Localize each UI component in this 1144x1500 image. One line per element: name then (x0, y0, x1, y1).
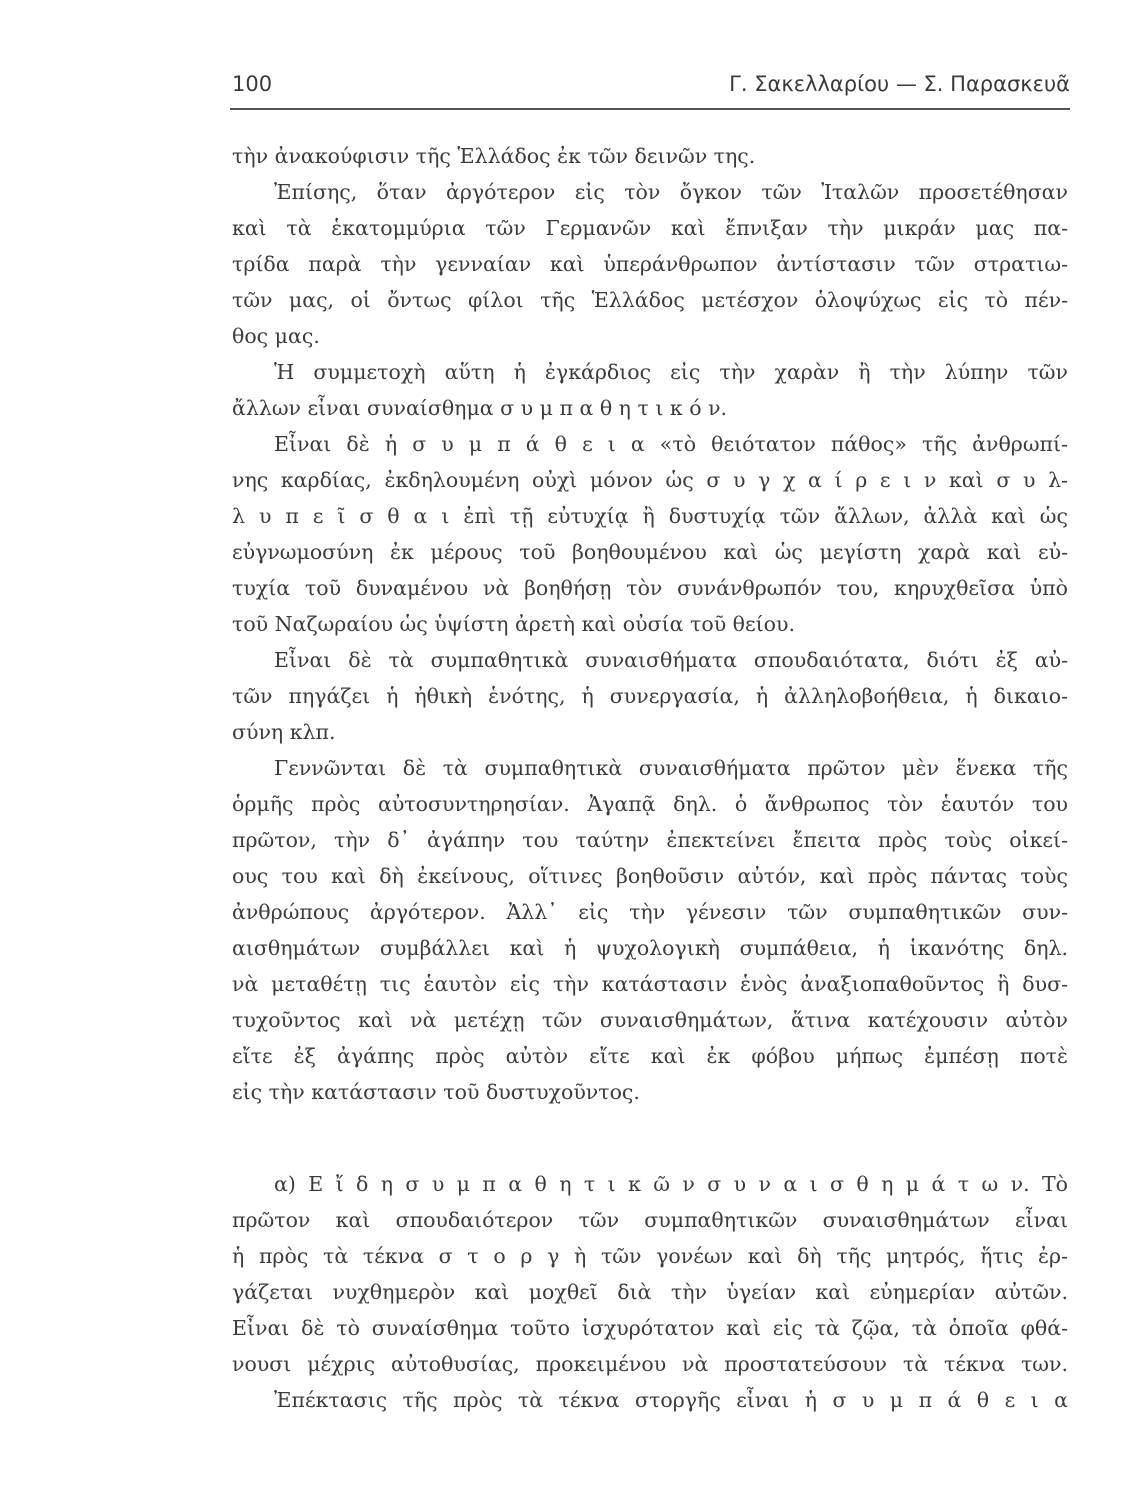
text-line: ους του καὶ δὴ ἐκείνους, οἵτινες βοηθοῦσιν αὐτόν, καὶ πρὸς πάντας τοὺς (232, 864, 1068, 888)
page-header (232, 72, 1070, 106)
text-line: καὶ τὰ ἑκατομμύρια τῶν Γερμανῶν καὶ ἔπνιξαν τὴν μικράν μας πα- (232, 216, 1068, 240)
text-line: πρῶτον, τὴν δ᾽ ἀγάπην του ταύτην ἐπεκτείνει ἔπειτα πρὸς τοὺς οἰκεί- (232, 828, 1068, 852)
text-line: θος μας. (232, 324, 320, 348)
section-heading-line: α) Ε ἴ δ η σ υ μ π α θ η τ ι κ ῶ ν σ υ ν α ι σ θ η μ ά τ ω ν. Τὸ (274, 1172, 1068, 1196)
body-text (232, 138, 1068, 1418)
text-line: Ἡ συμμετοχὴ αὕτη ἡ ἐγκάρδιος εἰς τὴν χαρὰν ἢ τὴν λύπην τῶν (274, 360, 1068, 384)
text-line: ἄλλων εἶναι συναίσθημα σ υ μ π α θ η τ ι κ ό ν. (232, 396, 728, 420)
text-line: αισθημάτων συμβάλλει καὶ ἡ ψυχολογικὴ συμπάθεια, ἡ ἱκανότης δηλ. (232, 936, 1068, 960)
text-line: Ἐπίσης, ὅταν ἀργότερον εἰς τὸν ὄγκον τῶν Ἰταλῶν προσετέθησαν (274, 180, 1068, 204)
page-number: 100 (232, 72, 273, 96)
text-line: γάζεται νυχθημερὸν καὶ μοχθεῖ διὰ τὴν ὑγείαν καὶ εὐημερίαν αὐτῶν. (232, 1280, 1068, 1304)
text-line: Εἶναι δὲ τὰ συμπαθητικὰ συναισθήματα σπουδαιότατα, διότι ἐξ αὐ- (274, 648, 1068, 672)
text-line: νης καρδίας, ἐκδηλουμένη οὐχὶ μόνον ὡς σ υ γ χ α ί ρ ε ι ν καὶ σ υ λ- (232, 468, 1068, 492)
header-rule (230, 108, 1070, 110)
text-line: Εἶναι δὲ ἡ σ υ μ π ά θ ε ι α «τὸ θειότατον πάθος» τῆς ἀνθρωπί- (274, 432, 1068, 456)
section-gap (232, 1110, 1068, 1166)
text-line: τρίδα παρὰ τὴν γενναίαν καὶ ὑπεράνθρωπον ἀντίστασιν τῶν στρατιω- (232, 252, 1068, 276)
text-line: εἴτε ἐξ ἀγάπης πρὸς αὐτὸν εἴτε καὶ ἐκ φόβου μήπως ἐμπέσῃ ποτὲ (232, 1044, 1068, 1068)
text-line: τυχοῦντος καὶ νὰ μετέχῃ τῶν συναισθημάτων, ἅτινα κατέχουσιν αὐτὸν (232, 1008, 1068, 1032)
text-line: Γεννῶνται δὲ τὰ συμπαθητικὰ συναισθήματα πρῶτον μὲν ἕνεκα τῆς (274, 756, 1068, 780)
text-line: λ υ π ε ῖ σ θ α ι ἐπὶ τῇ εὐτυχίᾳ ἢ δυστυχίᾳ τῶν ἄλλων, ἀλλὰ καὶ ὡς (232, 504, 1068, 528)
text-line: τῶν μας, οἱ ὄντως φίλοι τῆς Ἑλλάδος μετέσχον ὁλοψύχως εἰς τὸ πέν- (232, 288, 1068, 312)
running-head: Γ. Σακελλαρίου — Σ. Παρασκευᾶ (729, 72, 1070, 96)
text-line: νουσι μέχρις αὐτοθυσίας, προκειμένου νὰ προστατεύσουν τὰ τέκνα των. (232, 1352, 1068, 1376)
text-line: ἡ πρὸς τὰ τέκνα σ τ ο ρ γ ὴ τῶν γονέων καὶ δὴ τῆς μητρός, ἥτις ἐρ- (232, 1244, 1068, 1268)
text-line: πρῶτον καὶ σπουδαιότερον τῶν συμπαθητικῶν συναισθημάτων εἶναι (232, 1208, 1068, 1232)
text-line: ὁρμῆς πρὸς αὐτοσυντηρησίαν. Ἀγαπᾷ δηλ. ὁ ἄνθρωπος τὸν ἑαυτόν του (232, 792, 1068, 816)
text-line: νὰ μεταθέτῃ τις ἑαυτὸν εἰς τὴν κατάστασιν ἑνὸς ἀναξιοπαθοῦντος ἢ δυσ- (232, 972, 1068, 996)
text-line: σύνη κλπ. (232, 720, 336, 744)
text-line: Εἶναι δὲ τὸ συναίσθημα τοῦτο ἰσχυρότατον καὶ εἰς τὰ ζῷα, τὰ ὁποῖα φθά- (232, 1316, 1068, 1340)
text-line: τυχία τοῦ δυναμένου νὰ βοηθήσῃ τὸν συνάνθρωπόν του, κηρυχθεῖσα ὑπὸ (232, 576, 1068, 600)
text-line: τοῦ Ναζωραίου ὡς ὑψίστη ἀρετὴ καὶ οὐσία τοῦ θείου. (232, 612, 795, 636)
text-line: εἰς τὴν κατάστασιν τοῦ δυστυχοῦντος. (232, 1080, 640, 1104)
text-line: ἀνθρώπους ἀργότερον. Ἀλλ᾽ εἰς τὴν γένεσιν τῶν συμπαθητικῶν συν- (232, 900, 1068, 924)
text-line: τὴν ἀνακούφισιν τῆς Ἑλλάδος ἐκ τῶν δεινῶν της. (232, 144, 756, 168)
text-line: εὐγνωμοσύνη ἐκ μέρους τοῦ βοηθουμένου καὶ ὡς μεγίστη χαρὰ καὶ εὐ- (232, 540, 1068, 564)
text-line: τῶν πηγάζει ἡ ἠθικὴ ἑνότης, ἡ συνεργασία, ἡ ἀλληλοβοήθεια, ἡ δικαιο- (232, 684, 1068, 708)
text-line: Ἐπέκτασις τῆς πρὸς τὰ τέκνα στοργῆς εἶναι ἡ σ υ μ π ά θ ε ι α (274, 1388, 1068, 1412)
